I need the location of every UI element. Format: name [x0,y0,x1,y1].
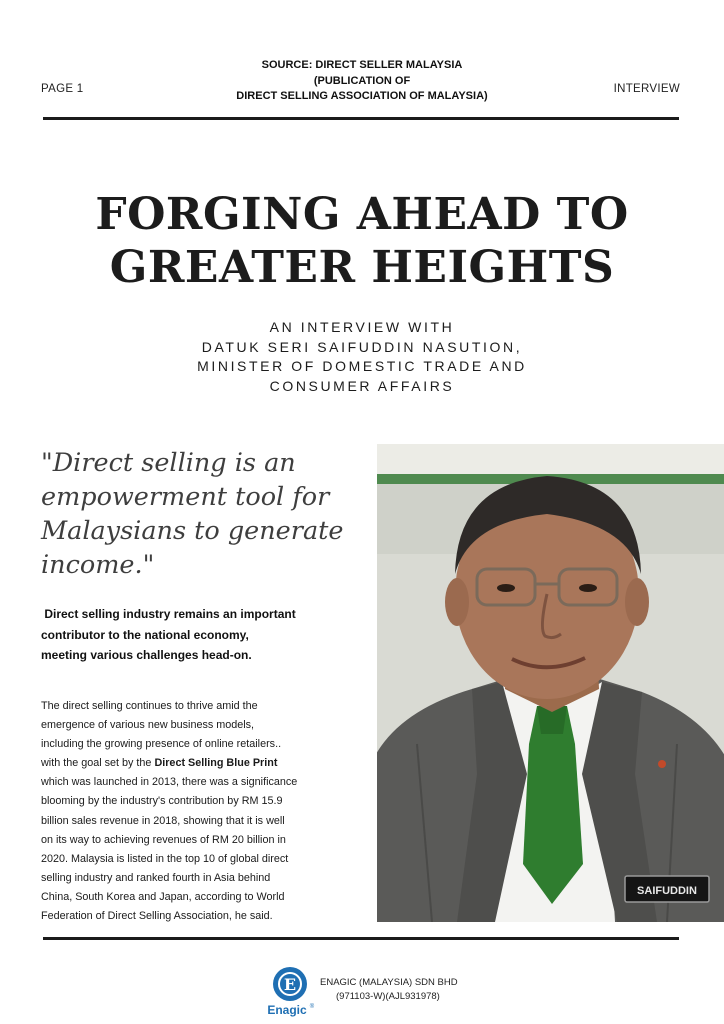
header-divider [43,117,679,120]
logo-mark: E [283,975,297,994]
source-credit [200,58,524,105]
body-line: The direct selling continues to thrive amid the [41,700,258,712]
company-name: ENAGIC (MALAYSIA) SDN BHD [320,977,458,988]
logo-registered-mark: ® [309,1004,315,1010]
logo-wordmark: Enagic [267,1003,307,1017]
source-line: (PUBLICATION OF [313,74,411,87]
body-line: blooming by the industry's contribution by RM 15.9 [41,795,283,808]
portrait-photo [377,444,724,922]
blue-print-emphasis: Direct Selling Blue Print [154,757,278,770]
pull-quote [41,446,371,582]
body-text-run: with the goal set by the [41,757,155,770]
quote-line: Malaysians to generate [41,516,344,546]
source-line: DIRECT SELLING ASSOCIATION OF MALAYSIA) [236,90,488,102]
subtitle-line: AN INTERVIEW WITH [269,319,455,335]
article-subtitle [120,318,604,396]
title-line: GREATER HEIGHTS [109,242,615,293]
company-registration: (971103-W)(AJL931978) [336,990,440,1002]
body-line: 2020. Malaysia is listed in the top 10 of global direct [41,852,289,865]
body-line: selling industry and ranked fourth in Asia behind [41,871,271,884]
portrait-illustration [377,444,724,922]
quote-line: "Direct selling is an [41,448,296,478]
quote-line: empowerment tool for [41,482,330,512]
body-line: billion sales revenue in 2018, showing that it is well [41,814,285,827]
body-line: including the growing presence of online retailers.. [41,738,282,751]
lead-line: contributor to the national economy, [41,627,249,642]
lead-line: Direct selling industry remains an important [41,607,296,621]
title-line: FORGING AHEAD TO [95,189,629,240]
lead-paragraph [41,604,361,666]
body-line: emergence of various new business models, [41,719,255,732]
subtitle-line: DATUK SERI SAIFUDDIN NASUTION, [201,338,523,355]
body-line: which was launched in 2013, there was a significance [41,776,298,789]
body-line: China, South Korea and Japan, according to World [41,890,285,903]
body-paragraph [41,697,341,926]
page-number: PAGE 1 [41,83,84,95]
body-line: Federation of Direct Selling Association, he said. [41,910,273,923]
body-line [41,754,341,773]
body-line: on its way to achieving revenues of RM 20 billion in [41,833,286,846]
enagic-logo [263,964,317,1018]
source-line: SOURCE: DIRECT SELLER MALAYSIA [261,59,463,71]
lead-line: meeting various challenges head-on. [41,648,252,662]
name-tag-text: SAIFUDDIN [637,885,697,897]
footer-divider [43,937,679,940]
article-title [0,188,724,294]
section-label: INTERVIEW [613,83,680,95]
subtitle-line: MINISTER OF DOMESTIC TRADE AND [197,358,527,374]
company-info [320,976,458,1003]
subtitle-line: CONSUMER AFFAIRS [269,377,455,394]
quote-line: income." [41,550,155,580]
